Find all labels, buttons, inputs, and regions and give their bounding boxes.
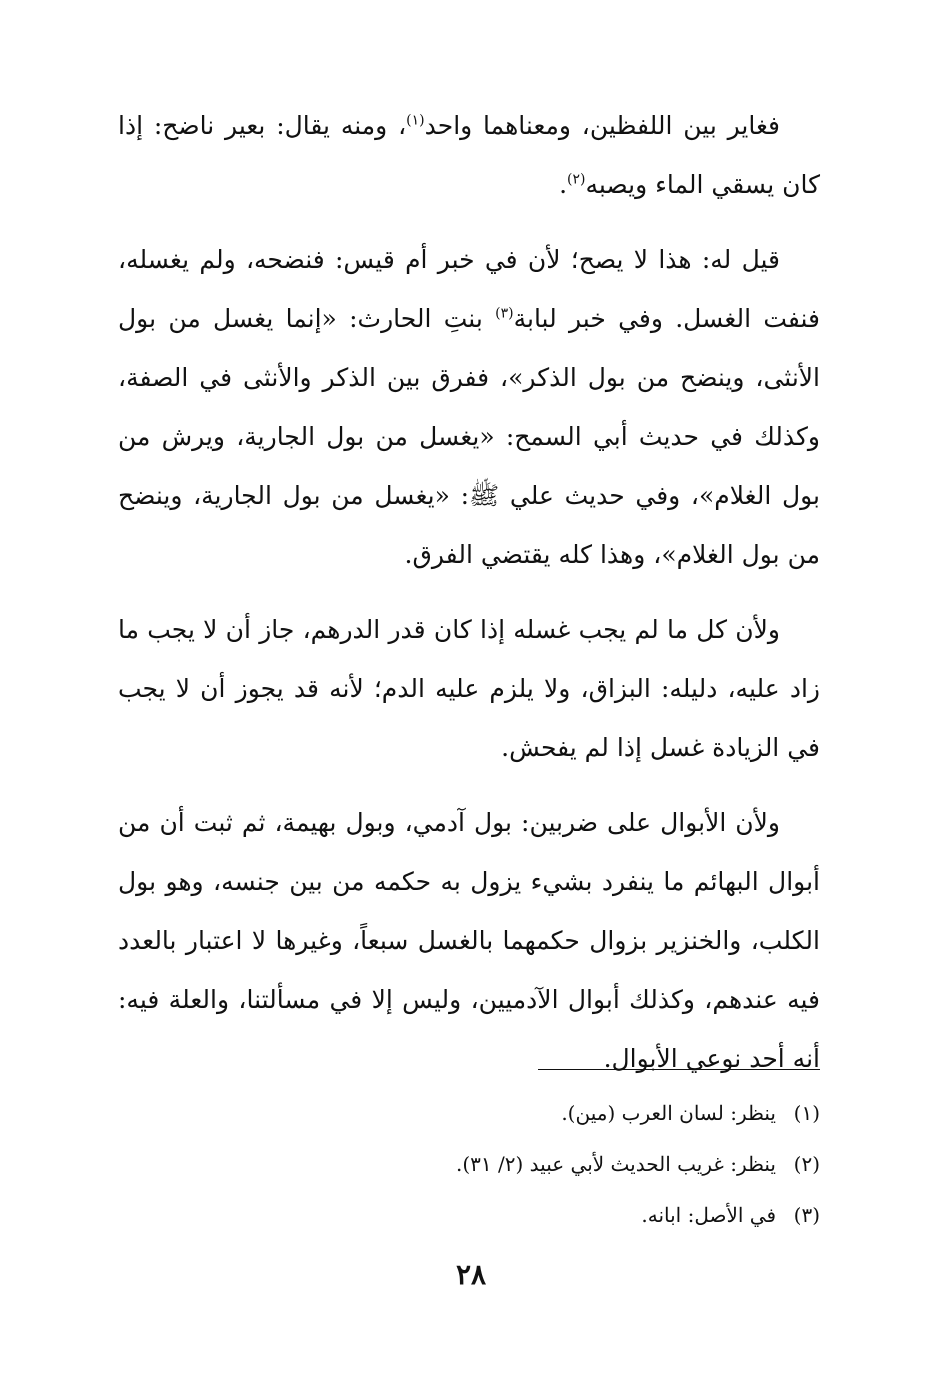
paragraph [118, 793, 820, 1088]
footnote-reference: (١) [406, 112, 425, 129]
paragraph [118, 600, 820, 777]
paragraph-text: فغاير بين اللفظين، ومعناهما واحد [424, 111, 780, 140]
paragraph [118, 230, 820, 584]
footnote [118, 1190, 820, 1241]
footnote [118, 1139, 820, 1190]
footnotes [118, 1088, 820, 1241]
footnote [118, 1088, 820, 1139]
footnote-number: (٢) [793, 1152, 820, 1176]
footnote-text: ينظر: غريب الحديث لأبي عبيد (٢/ ٣١). [456, 1152, 776, 1176]
main-text [118, 96, 820, 1088]
footnote-text: في الأصل: ابانه. [641, 1203, 776, 1227]
page-number: ٢٨ [455, 1258, 487, 1291]
paragraph-text: ، ومنه يقال: بعير ناضح: إذا كان يسقي الماء ويصبه [118, 111, 820, 199]
paragraph [118, 96, 820, 214]
paragraph-text: ولأن الأبوال على ضربين: بول آدمي، وبول بهيمة، ثم ثبت أن من أبوال البهائم ما ينفرد بشيء يزول به حكمه من بين جنسه، وهو بول الكلب، والخنزير بزوال حكمهما بالغسل سبعاً، وغيرها لا اعتبار بالعدد فيه عندهم، وكذلك أبوال الآدميين، وليس إلا في مسألتنا، والعلة فيه: أنه أحد نوعي الأبوال. [118, 808, 820, 1073]
footnote-reference: (٣) [495, 305, 514, 322]
footnote-number: (٣) [793, 1203, 820, 1227]
paragraph-text: بنتِ الحارث: «إنما يغسل من بول الأنثى، وينضح من بول الذكر»، ففرق بين الذكر والأنثى في الصفة، وكذلك في حديث أبي السمح: «يغسل من بول الجارية، ويرش من بول الغلام»، وفي حديث علي ﷺ: «يغسل من بول الجارية، وينضح من بول الغلام»، وهذا كله يقتضي الفرق. [118, 304, 820, 569]
footnote-separator [538, 1069, 820, 1070]
footnote-reference: (٢) [567, 171, 586, 188]
paragraph-text: قيل له: هذا لا يصح؛ لأن في خبر أم قيس: فنضحه، ولم يغسله، فنفت الغسل. وفي خبر لبابة [118, 245, 821, 333]
paragraph-text: . [559, 170, 568, 199]
paragraph-text: ولأن كل ما لم يجب غسله إذا كان قدر الدرهم، جاز أن لا يجب ما زاد عليه، دليله: البزاق، ولا يلزم عليه الدم؛ لأنه قد يجوز أن لا يجب في الزيادة غسل إذا لم يفحش. [118, 615, 820, 762]
footnote-number: (١) [793, 1101, 820, 1125]
footnote-text: ينظر: لسان العرب (مين). [561, 1101, 776, 1125]
